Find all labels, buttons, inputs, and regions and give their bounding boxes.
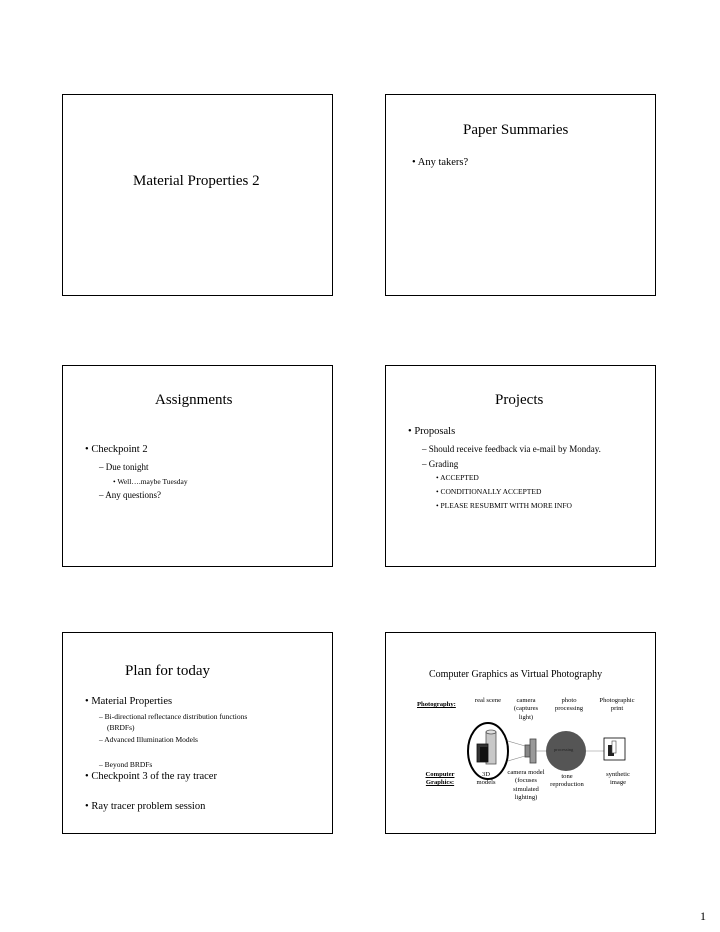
bullet-text: Well….maybe Tuesday [117, 477, 188, 486]
bullet-text: Material Properties [91, 696, 173, 707]
bullet-text: Advanced Illumination Models [104, 735, 198, 744]
bullet: • Checkpoint 2 [85, 444, 148, 455]
page-number: 1 [700, 909, 706, 923]
slide-title: Assignments [155, 392, 233, 408]
sub-bullet: – Due tonight [99, 462, 149, 472]
row-label-computer-graphics: Computer Graphics: [425, 771, 455, 787]
diagram-label: real scene [474, 697, 502, 704]
bullet-text: Grading [428, 459, 459, 469]
sub-bullet-continued: (BRDFs) [107, 723, 135, 732]
processing-label: processing [554, 747, 574, 752]
bullet: • Any takers? [412, 157, 469, 168]
diagram-label: 3D models [476, 771, 496, 787]
slide-title: Paper Summaries [463, 122, 569, 138]
diagram-label: tone reproduction [550, 773, 584, 789]
bullet-text: Any questions? [105, 490, 162, 500]
bullet: • Material Properties [85, 696, 173, 707]
slide-title: Computer Graphics as Virtual Photography [429, 669, 603, 680]
bullet-text: Bi-directional reflectance distribution functions [104, 712, 248, 721]
slide-1 [62, 94, 333, 296]
sub-bullet: – Advanced Illumination Models [99, 735, 198, 744]
diagram-graphics [386, 633, 655, 833]
bullet-text: Should receive feedback via e-mail by Monday. [428, 444, 601, 454]
bullet-text: ACCEPTED [440, 473, 479, 482]
bullet-text: CONDITIONALLY ACCEPTED [440, 487, 542, 496]
bullet-text: Checkpoint 3 of the ray tracer [91, 771, 217, 782]
sub-sub-bullet: • PLEASE RESUBMIT WITH MORE INFO [436, 501, 572, 510]
bullet-text: Due tonight [105, 462, 149, 472]
bullet: • Ray tracer problem session [85, 801, 206, 812]
row-label-photography: Photography: [417, 701, 456, 708]
diagram-label: Photographic print [599, 697, 635, 713]
slide-4 [385, 365, 656, 567]
sub-sub-bullet: • CONDITIONALLY ACCEPTED [436, 487, 542, 496]
slide-5 [62, 632, 333, 834]
sub-bullet: – Grading [422, 459, 459, 469]
diagram-label: camera model (focuses simulated lighting) [507, 769, 545, 802]
bullet-text: Beyond BRDFs [104, 760, 153, 769]
diagram-label: camera (captures light) [513, 697, 539, 721]
sub-sub-bullet: • ACCEPTED [436, 473, 479, 482]
diagram-label: photo processing [554, 697, 584, 713]
bullet: • Proposals [408, 426, 456, 437]
slide-6 [385, 632, 656, 834]
bullet: • Checkpoint 3 of the ray tracer [85, 771, 217, 782]
sub-bullet: – Should receive feedback via e-mail by Monday. [422, 444, 601, 454]
sub-bullet: – Any questions? [99, 490, 162, 500]
bullet-text: Proposals [414, 426, 456, 437]
diagram-label: synthetic image [606, 771, 630, 787]
bullet-text: PLEASE RESUBMIT WITH MORE INFO [440, 501, 572, 510]
bullet-text: Ray tracer problem session [91, 801, 206, 812]
slide-3 [62, 365, 333, 567]
sub-bullet: – Beyond BRDFs [99, 760, 153, 769]
slide-title: Plan for today [125, 663, 210, 679]
bullet-text: Any takers? [417, 157, 469, 168]
slide-title: Material Properties 2 [133, 173, 260, 189]
slide-title: Projects [495, 392, 544, 408]
bullet-text: Checkpoint 2 [91, 444, 148, 455]
slide-2 [385, 94, 656, 296]
sub-bullet: – Bi-directional reflectance distribution functions [99, 712, 248, 721]
sub-sub-bullet: • Well….maybe Tuesday [113, 477, 188, 486]
